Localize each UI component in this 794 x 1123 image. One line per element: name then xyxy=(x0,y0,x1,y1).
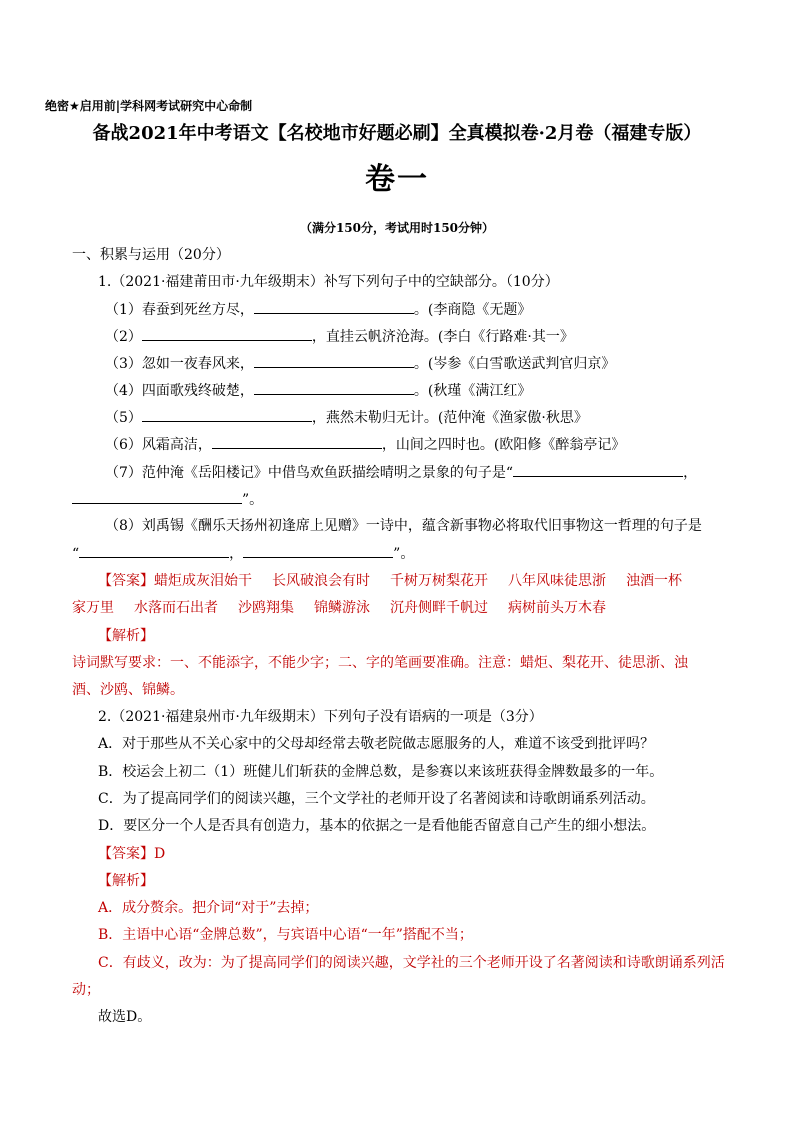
q1-item-8-cont xyxy=(72,543,414,564)
answer-item: 蜡炬成灰泪始干 xyxy=(154,573,252,589)
q1-analysis-line1: 诗词默写要求：一、不能添字，不能少字；二、字的笔画要准确。注意：蜡炬、梨花开、徒思浙、浊 xyxy=(72,655,688,671)
q2-answer xyxy=(98,844,165,864)
q1-item-7-cont xyxy=(72,489,263,510)
item8-open: “ xyxy=(72,546,80,562)
secret-label: 绝密★启用前|学科网考试研究中心命制 xyxy=(45,99,253,113)
item-prefix: （5） xyxy=(105,410,142,426)
answer-item: 沙鸥翔集 xyxy=(238,600,294,616)
q1-item-5 xyxy=(105,407,588,428)
q1-item-3 xyxy=(105,353,615,374)
answer-item: 沉舟侧畔千帆过 xyxy=(390,600,488,616)
q2-analysis-c-cont: 动； xyxy=(72,982,100,998)
q1-item-1 xyxy=(105,299,531,320)
answer-item: 千树万树梨花开 xyxy=(390,573,488,589)
answer-blank[interactable] xyxy=(72,489,242,504)
q1-item-4 xyxy=(105,380,531,401)
q1-item-6 xyxy=(105,434,625,455)
answer-blank[interactable] xyxy=(212,434,382,449)
q1-answer xyxy=(98,571,682,591)
q1-analysis-line2: 酒、沙鸥、锦鳞。 xyxy=(72,682,184,698)
q1-item-8: （8）刘禹锡《酬乐天扬州初逢席上见赠》一诗中，蕴含新事物必将取代旧事物这一哲理的句子是 xyxy=(105,518,702,534)
answer-item: 浊酒一杯 xyxy=(626,573,682,589)
q1-item-2 xyxy=(105,326,574,347)
q1-item-7 xyxy=(105,462,697,483)
answer-item: 锦鳞游泳 xyxy=(314,600,370,616)
answer-blank[interactable] xyxy=(142,407,312,422)
answer-blank[interactable] xyxy=(142,326,312,341)
q2-option-c: C．为了提高同学们的阅读兴趣，三个文学社的老师开设了名著阅读和诗歌朗诵系列活动。 xyxy=(98,791,655,807)
item-prefix: （4）四面歌残终破楚， xyxy=(105,383,254,399)
q2-analysis-c: C．有歧义，改为：为了提高同学们的阅读兴趣，文学社的三个老师开设了名著阅读和诗歌朗诵系列活 xyxy=(98,955,725,971)
q2-analysis-b: B．主语中心语“金牌总数”，与宾语中心语“一年”搭配不当； xyxy=(98,927,473,943)
q2-analysis-a: A．成分赘余。把介词“对于”去掉； xyxy=(98,900,319,916)
item7-close: ”。 xyxy=(242,492,264,508)
item-prefix: （3）忽如一夜春风来， xyxy=(105,356,254,372)
q2-analysis-label: 【解析】 xyxy=(98,873,154,889)
item-prefix: （1）春蚕到死丝方尽， xyxy=(105,302,254,318)
answer-blank[interactable] xyxy=(254,353,414,368)
answer-item: 水落而石出者 xyxy=(134,600,218,616)
item7-comma: ， xyxy=(683,465,698,481)
item-suffix: ，燕然未勒归无计。(范仲淹《渔家傲·秋思》 xyxy=(311,410,588,426)
answer-blank[interactable] xyxy=(513,462,683,477)
answer-item: 病树前头万木春 xyxy=(508,600,606,616)
answer-blank[interactable] xyxy=(243,543,393,558)
answer-blank[interactable] xyxy=(254,380,414,395)
answer-item: 八年风味徒思浙 xyxy=(508,573,606,589)
answer-item: 家万里 xyxy=(72,600,114,616)
q1-stem: 1.（2021·福建莆田市·九年级期末）补写下列句子中的空缺部分。（10分） xyxy=(98,274,559,290)
page-title: 备战2021年中考语文【名校地市好题必刷】全真模拟卷·2月卷（福建专版） xyxy=(92,123,702,144)
answer-label: 【答案】 xyxy=(98,573,154,589)
item-suffix: 。(李商隐《无题》 xyxy=(413,302,532,318)
item-suffix: ，山间之四时也。(欧阳修《醉翁亭记》 xyxy=(381,437,626,453)
item8-close: ”。 xyxy=(393,546,415,562)
item-prefix: （6）风霜高洁， xyxy=(105,437,212,453)
volume-title: 卷一 xyxy=(365,162,429,197)
answer-item: 长风破浪会有时 xyxy=(272,573,370,589)
answer-blank[interactable] xyxy=(254,299,414,314)
q2-option-b: B．校运会上初二（1）班健儿们斩获的金牌总数，是参赛以来该班获得金牌数最多的一年。 xyxy=(98,764,664,780)
item-prefix: （2） xyxy=(105,329,142,345)
score-note: （满分150分，考试用时150分钟） xyxy=(299,221,495,235)
answer-blank[interactable] xyxy=(79,543,229,558)
item-suffix: 。(秋瑾《满江红》 xyxy=(413,383,532,399)
q1-analysis-label: 【解析】 xyxy=(98,628,154,644)
q1-answer-cont xyxy=(72,598,606,618)
q2-conclusion: 故选D。 xyxy=(98,1009,152,1025)
q2-stem: 2.（2021·福建泉州市·九年级期末）下列句子没有语病的一项是（3分） xyxy=(98,709,543,725)
item7-text: （7）范仲淹《岳阳楼记》中借鸟欢鱼跃描绘晴明之景象的句子是“ xyxy=(105,465,514,481)
answer-value: D xyxy=(154,846,166,862)
q2-option-a: A．对于那些从不关心家中的父母却经常去敬老院做志愿服务的人，难道不该受到批评吗？ xyxy=(98,736,655,752)
section-heading: 一、积累与运用（20分） xyxy=(72,247,230,263)
item-suffix: ，直挂云帆济沧海。(李白《行路难·其一》 xyxy=(311,329,574,345)
answer-label: 【答案】 xyxy=(98,846,154,862)
item-suffix: 。(岑参《白雪歌送武判官归京》 xyxy=(413,356,616,372)
item8-comma: ， xyxy=(229,546,244,562)
q2-option-d: D．要区分一个人是否具有创造力，基本的依据之一是看他能否留意自己产生的细小想法。 xyxy=(98,818,656,834)
